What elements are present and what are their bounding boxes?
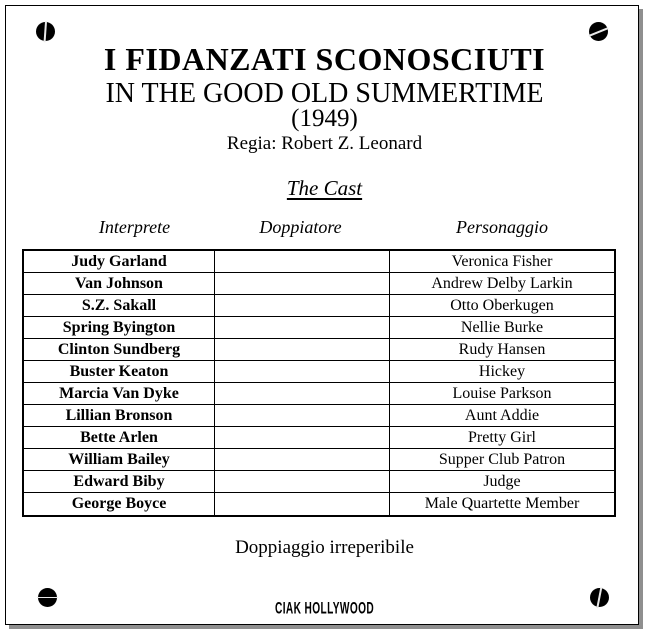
table-row [24, 295, 614, 317]
cast-dubber [215, 471, 390, 493]
table-row [24, 449, 614, 471]
cast-actor: William Bailey [24, 449, 215, 471]
page-title-original: IN THE GOOD OLD SUMMERTIME [105, 78, 544, 109]
cast-dubber [215, 251, 390, 273]
column-header-personaggio: Personaggio [456, 217, 548, 237]
table-row [24, 405, 614, 427]
cast-character: Andrew Delby Larkin [390, 273, 614, 295]
cast-dubber [215, 295, 390, 317]
ciak-hollywood-logo-text: CIAK HOLLYWOOD [274, 597, 375, 618]
cast-character: Judge [390, 471, 614, 493]
table-row [24, 317, 614, 339]
screw-slit [37, 597, 58, 599]
cast-dubber [215, 339, 390, 361]
cast-character: Rudy Hansen [390, 339, 614, 361]
cast-dubber [215, 405, 390, 427]
cast-character: Pretty Girl [390, 427, 614, 449]
cast-actor: Buster Keaton [24, 361, 215, 383]
cast-actor: S.Z. Sakall [24, 295, 215, 317]
table-row [24, 339, 614, 361]
cast-actor: Judy Garland [24, 251, 215, 273]
cast-character: Supper Club Patron [390, 449, 614, 471]
table-row [24, 361, 614, 383]
screw-icon-top-left [36, 22, 55, 41]
cast-dubber [215, 317, 390, 339]
page-title-italian: I FIDANZATI SCONOSCIUTI [103, 41, 546, 77]
table-column-headers [22, 217, 616, 241]
ciak-hollywood-logo [0, 599, 649, 617]
table-row [24, 251, 614, 273]
dubbing-note: Doppiaggio irreperibile [235, 537, 414, 558]
cast-table [22, 249, 616, 517]
screw-slit [44, 21, 47, 42]
cast-dubber [215, 427, 390, 449]
cast-section-heading-text: The Cast [286, 176, 363, 200]
cast-actor: Edward Biby [24, 471, 215, 493]
cast-dubber [215, 273, 390, 295]
cast-actor: Van Johnson [24, 273, 215, 295]
cast-actor: Bette Arlen [24, 427, 215, 449]
cast-character: Louise Parkson [390, 383, 614, 405]
table-row [24, 493, 614, 515]
cast-dubber [215, 383, 390, 405]
screw-icon-top-right [589, 22, 608, 41]
cast-character: Hickey [390, 361, 614, 383]
cast-character: Male Quartette Member [424, 495, 580, 512]
cast-dubber [215, 449, 390, 471]
cast-actor: Spring Byington [24, 317, 215, 339]
table-row [24, 383, 614, 405]
cast-character: Aunt Addie [390, 405, 614, 427]
cast-character: Nellie Burke [390, 317, 614, 339]
cast-actor: Marcia Van Dyke [24, 383, 215, 405]
cast-dubber [215, 361, 390, 383]
column-header-interprete: Interprete [98, 217, 171, 237]
table-row [24, 471, 614, 493]
cast-dubber [215, 493, 390, 515]
cast-character: Veronica Fisher [390, 251, 614, 273]
film-year: (1949) [291, 105, 358, 132]
cast-actor: George Boyce [24, 493, 215, 515]
table-row [24, 427, 614, 449]
cast-character: Otto Oberkugen [390, 295, 614, 317]
cast-section-heading [0, 177, 649, 199]
cast-actor: Lillian Bronson [24, 405, 215, 427]
column-header-doppiatore: Doppiatore [259, 217, 342, 237]
table-row [24, 273, 614, 295]
cast-actor: Clinton Sundberg [24, 339, 215, 361]
screw-slit [588, 27, 608, 36]
director-credit: Regia: Robert Z. Leonard [226, 133, 423, 154]
